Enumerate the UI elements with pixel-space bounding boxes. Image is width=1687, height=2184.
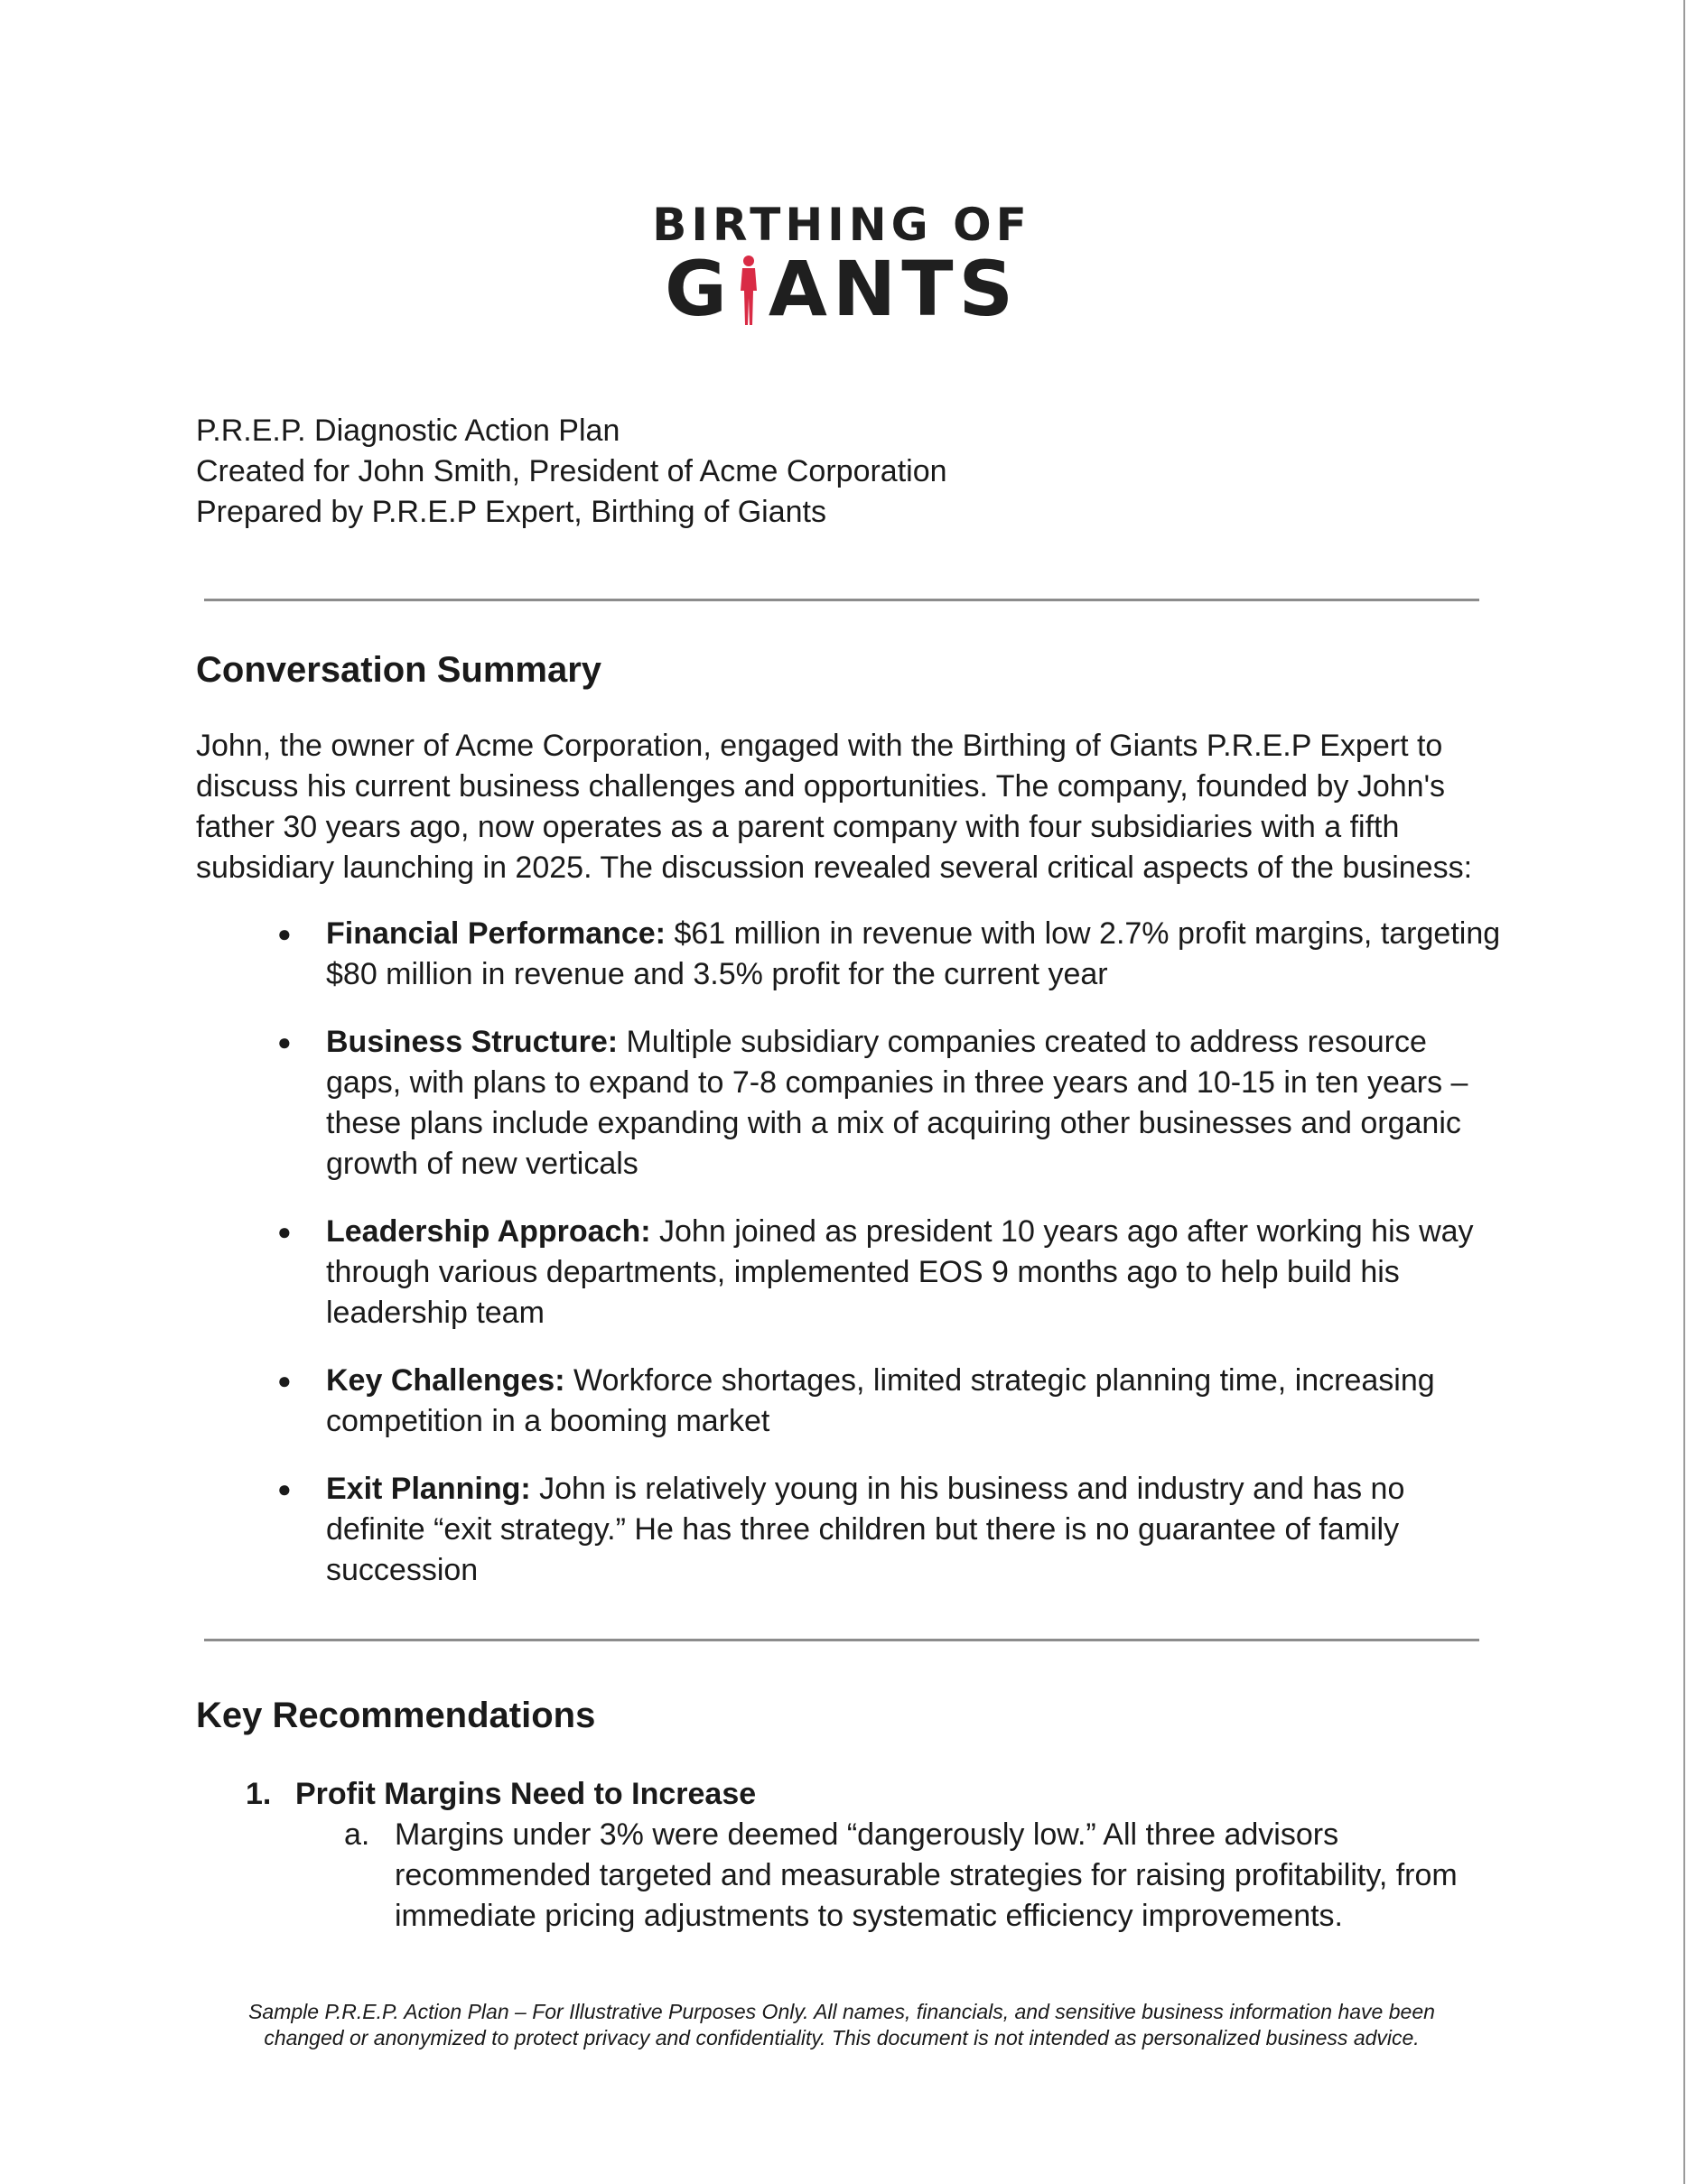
- bullet-line: gaps, with plans to expand to 7-8 companies in three years and 10-15 in ten years –: [326, 1065, 1468, 1100]
- bullet-line: [326, 1212, 1685, 1252]
- divider: [204, 1639, 1479, 1641]
- bullet-icon: ●: [277, 1218, 292, 1245]
- logo-letters-ants: ANTS: [768, 245, 1020, 333]
- paragraph-line: discuss his current business challenges and opportunities. The company, founded by John's: [196, 769, 1446, 804]
- bullet-text: John is relatively young in his business and industry and has no: [530, 1472, 1405, 1506]
- bullet-text: Workforce shortages, limited strategic planning time, increasing: [564, 1363, 1435, 1398]
- bullet-text: John joined as president 10 years ago after working his way: [650, 1214, 1474, 1249]
- footer-line: changed or anonymized to protect privacy and confidentiality. This document is not intended as personalized business advice.: [264, 2026, 1420, 2049]
- recommendation-title-text: Profit Margins Need to Increase: [295, 1777, 757, 1811]
- bullet-label: Key Challenges:: [326, 1363, 565, 1398]
- subitem-line: Margins under 3% were deemed “dangerously low.” All three advisors: [395, 1817, 1339, 1852]
- bullet-exit-planning: [0, 1469, 1685, 1591]
- bullet-icon: ●: [277, 1475, 292, 1502]
- paragraph-line: subsidiary launching in 2025. The discussion revealed several critical aspects of the business:: [196, 850, 1473, 885]
- recommendation-item: [246, 1774, 1458, 1937]
- bullet-key-challenges: [0, 1361, 1685, 1442]
- bullet-icon: ●: [277, 920, 292, 947]
- bullet-line: growth of new verticals: [326, 1147, 638, 1181]
- standing-person-icon: [731, 255, 767, 327]
- bullet-line: these plans include expanding with a mix of acquiring other businesses and organic: [326, 1106, 1461, 1140]
- summary-bullet-list: [0, 914, 1685, 1618]
- section-heading-summary: Conversation Summary: [196, 650, 602, 690]
- bullet-line: [326, 1022, 1685, 1063]
- divider: [204, 599, 1479, 601]
- bullet-line: through various departments, implemented EOS 9 months ago to help build his: [326, 1255, 1400, 1289]
- logo-line-2: [664, 245, 1020, 333]
- paragraph-line: father 30 years ago, now operates as a parent company with four subsidiaries with a fifth: [196, 810, 1400, 844]
- subitem-letter: a.: [344, 1817, 370, 1852]
- bullet-icon: ●: [277, 1028, 292, 1055]
- bullet-label: Business Structure:: [326, 1025, 619, 1059]
- bullet-financial-performance: [0, 914, 1685, 995]
- bullet-label: Financial Performance:: [326, 916, 666, 951]
- recommendation-subitem: [246, 1815, 1458, 1937]
- disclaimer-footer: [0, 1999, 1683, 2051]
- section-heading-recommendations: Key Recommendations: [196, 1696, 596, 1735]
- recommendation-number: 1.: [246, 1777, 272, 1811]
- document-title: P.R.E.P. Diagnostic Action Plan: [196, 414, 620, 448]
- document-meta: [196, 411, 947, 533]
- bullet-leadership-approach: [0, 1212, 1685, 1334]
- subitem-line: recommended targeted and measurable strategies for raising profitability, from: [395, 1858, 1458, 1892]
- created-for-line: Created for John Smith, President of Acme Corporation: [196, 454, 947, 488]
- summary-paragraph: [196, 726, 1496, 888]
- bullet-line: [326, 1361, 1685, 1401]
- bullet-text: Multiple subsidiary companies created to address resource: [618, 1025, 1427, 1059]
- bullet-line: succession: [326, 1553, 479, 1587]
- bullet-business-structure: [0, 1022, 1685, 1185]
- recommendation-title: [246, 1774, 1458, 1815]
- bullet-line: leadership team: [326, 1296, 545, 1330]
- bullet-line: [326, 914, 1685, 954]
- bullet-text: $61 million in revenue with low 2.7% profit margins, targeting: [666, 916, 1501, 951]
- logo-letter-g: G: [664, 245, 732, 333]
- footer-line: Sample P.R.E.P. Action Plan – For Illustrative Purposes Only. All names, financials, and sensitive business information have been: [248, 2000, 1435, 2023]
- birthing-of-giants-logo: [0, 199, 1683, 333]
- bullet-line: competition in a booming market: [326, 1404, 770, 1438]
- bullet-icon: ●: [277, 1367, 292, 1394]
- paragraph-line: John, the owner of Acme Corporation, engaged with the Birthing of Giants P.R.E.P Expert to: [196, 729, 1443, 763]
- bullet-label: Leadership Approach:: [326, 1214, 651, 1249]
- bullet-line: $80 million in revenue and 3.5% profit for the current year: [326, 957, 1108, 991]
- bullet-line: [326, 1469, 1685, 1510]
- logo-line-1: BIRTHING OF: [652, 199, 1031, 251]
- bullet-label: Exit Planning:: [326, 1472, 531, 1506]
- prepared-by-line: Prepared by P.R.E.P Expert, Birthing of Giants: [196, 495, 826, 529]
- bullet-line: definite “exit strategy.” He has three children but there is no guarantee of family: [326, 1512, 1400, 1547]
- subitem-line: immediate pricing adjustments to systematic efficiency improvements.: [395, 1899, 1343, 1933]
